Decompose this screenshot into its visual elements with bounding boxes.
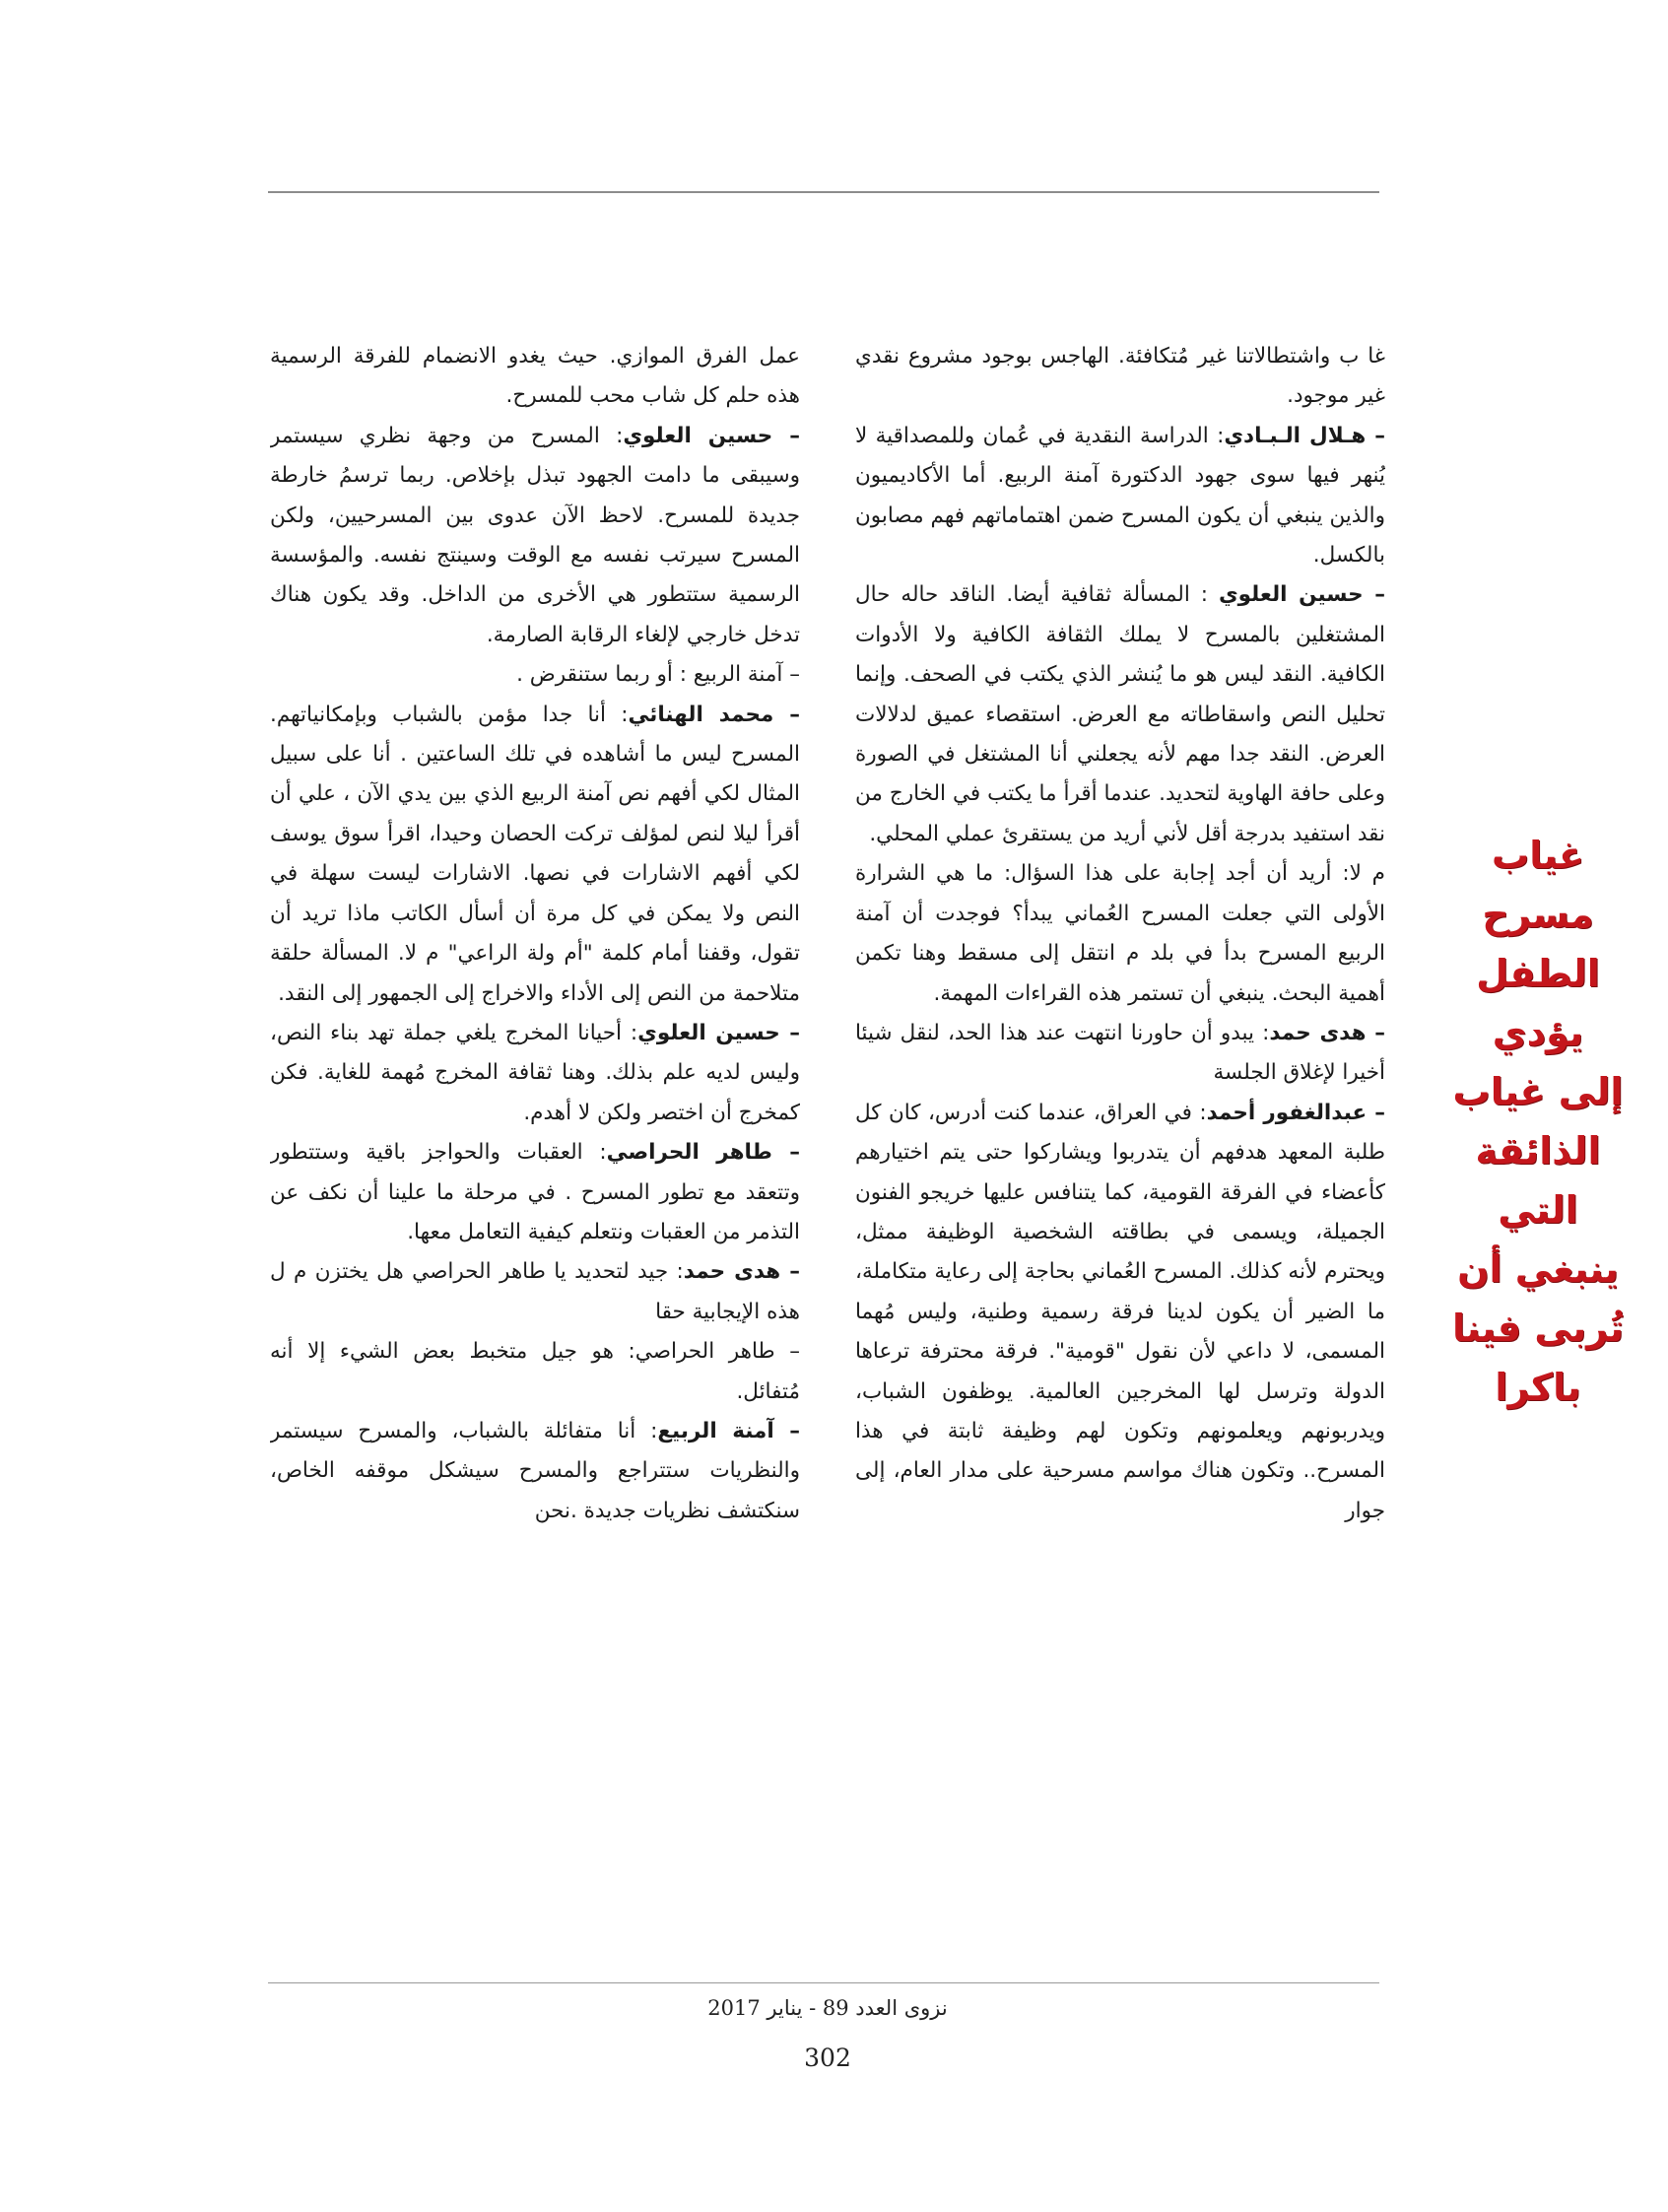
paragraph: – حسين العلوي : المسألة ثقافية أيضا. الناقد حاله حال المشتغلين بالمسرح لا يملك الثقافة الكافية ولا الأدوات الكافية. النقد ليس هو ما يُنشر الذي يكتب في الصحف. وإنما تحليل النص واسقاطاته مع العرض. استقصاء عميق لدلالات العرض. النقد جدا مهم لأنه يجعلني أنا المشتغل في الصورة وعلى حافة الهاوية لتحديد. عندما أقرأ ما يكتب في الخارج من نقد استفيد بدرجة أقل لأني أريد من يستقرئ عملي المحلي. <box>855 582 1385 846</box>
paragraph: عمل الفرق الموازي. حيث يغدو الانضمام للفرقة الرسمية هذه حلم كل شاب محب للمسرح. <box>270 344 800 409</box>
pull-quote-line: تُربى فينا <box>1451 1307 1625 1350</box>
pull-quote <box>1431 826 1645 1417</box>
footer-rule <box>268 1982 1379 1983</box>
paragraph: – طاهر الحراصي: العقبات والحواجز باقية وستتطور وتتعقد مع تطور المسرح . في مرحلة ما علينا أن نكف عن التذمر من العقبات ونتعلم كيفية التعامل معها. <box>270 1140 800 1244</box>
paragraph: – هدى حمد: يبدو أن حاورنا انتهت عند هذا الحد، لنقل شيئا أخيرا لإغلاق الجلسة <box>855 1020 1385 1086</box>
paragraph: غا ب واشتطالاتنا غير مُتكافئة. الهاجس بوجود مشروع نقدي غير موجود. <box>855 344 1385 409</box>
paragraph: – هـلال الـبـادي: الدراسة النقدية في عُمان وللمصداقية لا يُنهر فيها سوى جهود الدكتورة آمنة الربيع. أما الأكاديميون والذين ينبغي أن يكون المسرح ضمن اهتماماتهم فهم مصابون بالكسل. <box>855 423 1385 569</box>
pull-quote-line: غياب <box>1492 834 1584 877</box>
paragraph: – عبدالغفور أحمد: في العراق، عندما كنت أدرس، كان كل طلبة المعهد هدفهم أن يتدربوا ويشاركوا حتى يتم اختيارهم كأعضاء في الفرقة القومية، كما يتنافس عليها خريجو الفنون الجميلة، ويسمى في بطاقته الشخصية الوظيفة ممثل، ويحترم لأنه كذلك. المسرح العُماني بحاجة إلى رعاية متكاملة، ما الضير أن يكون لدينا فرقة رسمية وطنية، وليس مُهما المسمى، لا داعي لأن نقول "قومية". فرقة محترفة ترعاها الدولة وترسل لها المخرجين العالمية. يوظفون الشباب، ويدربونهم ويعلمونهم وتكون لهم وظيفة ثابتة في هذا المسرح.. وتكون هناك مواسم مسرحية على مدار العام، إلى جوار <box>855 1100 1385 1523</box>
paragraph: – هدى حمد: جيد لتحديد يا طاهر الحراصي هل يختزن م ل هذه الإيجابية حقا <box>270 1259 800 1324</box>
pull-quote-line: مسرح <box>1482 893 1594 936</box>
paragraph: – حسين العلوي: أحيانا المخرج يلغي جملة تهد بناء النص، وليس لديه علم بذلك. وهنا ثقافة المخرج مُهمة للغاية. فكن كمخرج أن اختصر ولكن لا أهدم. <box>270 1020 800 1125</box>
page-number: 302 <box>804 2044 851 2072</box>
pull-quote-line: إلى غياب <box>1452 1070 1624 1113</box>
paragraph: – محمد الهنائي: أنا جدا مؤمن بالشباب وبإمكانياتهم. المسرح ليس ما أشاهده في تلك الساعتين . أنا على سبيل المثال لكي أفهم نص آمنة الربيع الذي بين يدي الآن ، علي أن أقرأ ليلا لنص لمؤلف تركت الحصان وحيدا، اقرأ سوق يوسف لكي أفهم الاشارات في نصها. الاشارات ليست سهلة في النص ولا يمكن في كل مرة أن أسأل الكاتب ماذا تريد أن تقول، وقفنا أمام كلمة "أم ولة الراعي" م لا. المسألة حلقة متلاحمة من النص إلى الأداء والاخراج إلى الجمهور إلى النقد. <box>270 702 800 1006</box>
pull-quote-line: ينبغي أن <box>1457 1247 1619 1291</box>
paragraph: – طاهر الحراصي: هو جيل متخبط بعض الشيء إلا أنه مُتفائل. <box>270 1339 800 1404</box>
article-column-right <box>855 337 1385 1971</box>
paragraph: – حسين العلوي: المسرح من وجهة نظري سيستمر وسيبقى ما دامت الجهود تبذل بإخلاص. ربما ترسمُ خارطة جديدة للمسرح. لاحظ الآن عدوى بين المسرحيين، ولكن المسرح سيرتب نفسه مع الوقت وسينتج نفسه. والمؤسسة الرسمية ستتطور هي الأخرى من الداخل. وقد يكون هناك تدخل خارجي لإلغاء الرقابة الصارمة. <box>270 423 800 647</box>
paragraph: – آمنة الربيع: أنا متفائلة بالشباب، والمسرح سيستمر والنظريات ستتراجع والمسرح سيشكل موقفه الخاص، سنكتشف نظريات جديدة .نحن <box>270 1418 800 1523</box>
pull-quote-line: الذائقة التي <box>1475 1129 1601 1232</box>
pull-quote-line: الطفل يؤدي <box>1476 952 1600 1054</box>
header-rule <box>268 191 1379 193</box>
pull-quote-line: باكرا <box>1495 1366 1581 1409</box>
article-column-left <box>270 337 800 1971</box>
issue-footer: نزوى العدد 89 - يناير 2017 <box>707 1996 948 2020</box>
paragraph: م لا: أريد أن أجد إجابة على هذا السؤال: ما هي الشرارة الأولى التي جعلت المسرح العُماني يبدأ؟ فوجدت أن آمنة الربيع المسرح بدأ في بلد م انتقل إلى مسقط وهنا تكمن أهمية البحث. ينبغي أن تستمر هذه القراءات المهمة. <box>855 861 1385 1006</box>
paragraph: – آمنة الربيع : أو ربما ستنقرض . <box>516 662 800 688</box>
